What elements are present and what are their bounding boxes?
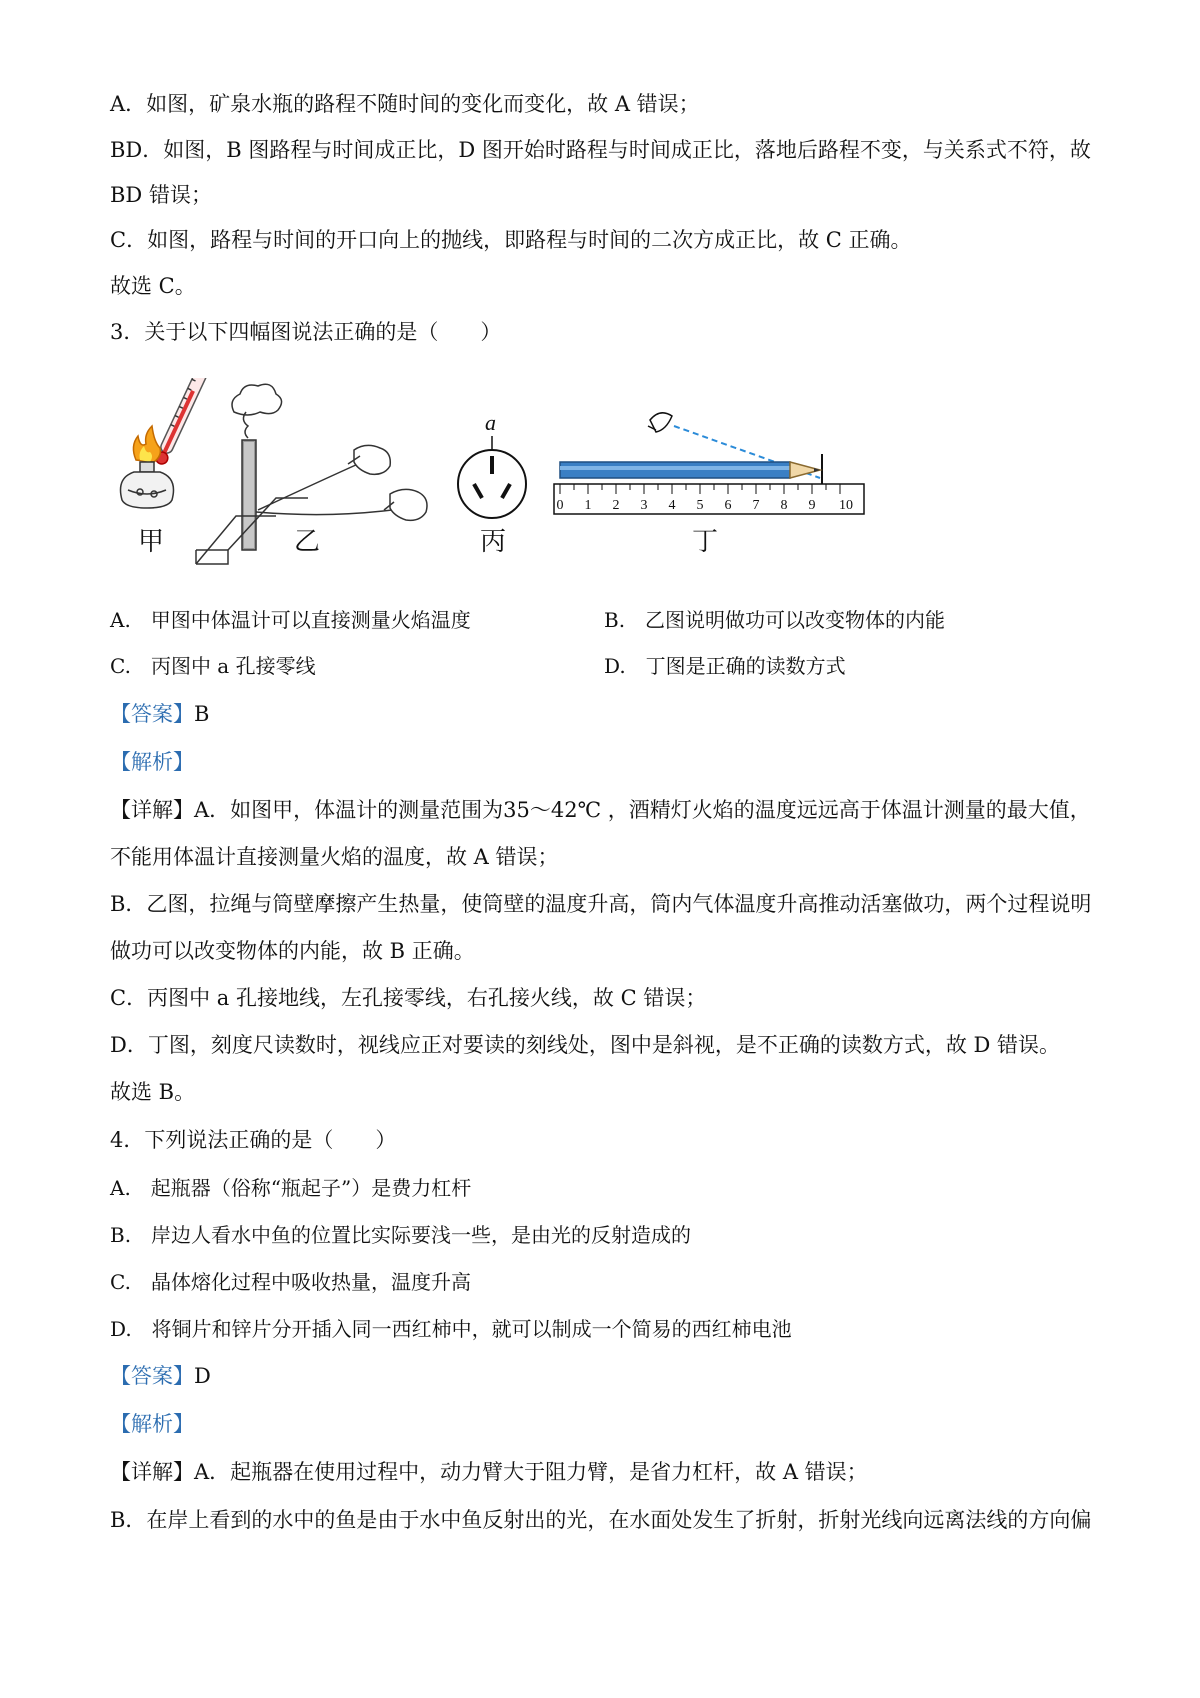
label-ding: 丁	[692, 527, 719, 556]
ruler-tick-1: 1	[584, 498, 592, 513]
prev-solution-bd-2: BD 错误；	[110, 183, 212, 207]
q3-figure	[108, 378, 958, 593]
q3-detail-tag: 【详解】	[110, 798, 194, 822]
q4-answer-value: D	[194, 1364, 211, 1388]
q4-detail-a	[110, 1458, 868, 1486]
ruler-tick-2: 2	[612, 498, 620, 513]
label-yi: 乙	[294, 527, 321, 556]
ruler-tick-8: 8	[780, 498, 788, 513]
q3-option-c: C. 丙图中 a 孔接零线	[110, 654, 316, 678]
q4-detail-tag: 【详解】	[110, 1460, 194, 1484]
ruler-tick-6: 6	[724, 498, 732, 513]
prev-solution-bd-1: BD．如图，B 图路程与时间成正比，D 图开始时路程与时间成正比，落地后路程不变，与关系式不符，故	[110, 138, 1091, 162]
q3-analysis-tag: 【解析】	[110, 750, 194, 774]
label-jia: 甲	[138, 527, 165, 556]
q4-analysis-tag: 【解析】	[110, 1412, 194, 1436]
prev-solution-c: C．如图，路程与时间的开口向上的抛线，即路程与时间的二次方成正比，故 C 正确。	[110, 228, 912, 252]
q4-detail-b: B．在岸上看到的水中的鱼是由于水中鱼反射出的光，在水面处发生了折射，折射光线向远离法线的方向偏	[110, 1508, 1092, 1532]
label-a: a	[485, 410, 496, 435]
q4-answer	[110, 1362, 211, 1390]
q4-stem: 4．下列说法正确的是（ ）	[110, 1128, 397, 1152]
q3-stem: 3．关于以下四幅图说法正确的是（ ）	[110, 320, 502, 344]
q3-answer-tag: 【答案】	[110, 702, 194, 726]
q4-option-a: A. 起瓶器（俗称“瓶起子”）是费力杠杆	[110, 1176, 472, 1200]
q3-detail-d: D．丁图，刻度尺读数时，视线应正对要读的刻线处，图中是斜视，是不正确的读数方式，故 D 错误。	[110, 1033, 1061, 1057]
q3-choose: 故选 B。	[110, 1080, 196, 1104]
prev-solution-a: A．如图，矿泉水瓶的路程不随时间的变化而变化，故 A 错误；	[110, 92, 700, 116]
ruler-tick-9: 9	[808, 498, 816, 513]
q4-answer-tag: 【答案】	[110, 1364, 194, 1388]
ruler-tick-4: 4	[668, 498, 676, 513]
label-bing: 丙	[480, 527, 507, 556]
three-pin-socket	[458, 436, 526, 518]
ruler-tick-0: 0	[556, 498, 564, 513]
q4-option-b: B. 岸边人看水中鱼的位置比实际要浅一些，是由光的反射造成的	[110, 1223, 692, 1247]
prev-choose: 故选 C。	[110, 274, 196, 298]
ruler-tick-5: 5	[696, 498, 704, 513]
q3-detail-b-2: 做功可以改变物体的内能，故 B 正确。	[110, 939, 475, 963]
q3-detail-a-1	[110, 796, 1091, 824]
q3-answer	[110, 700, 209, 728]
q4-option-c: C. 晶体熔化过程中吸收热量，温度升高	[110, 1270, 471, 1294]
q3-detail-c: C．丙图中 a 孔接地线，左孔接零线，右孔接火线，故 C 错误；	[110, 986, 707, 1010]
q4-option-d: D. 将铜片和锌片分开插入同一西红柿中，就可以制成一个简易的西红柿电池	[110, 1317, 792, 1341]
q3-answer-value: B	[194, 702, 210, 726]
ruler-tick-10: 10	[839, 498, 853, 513]
ruler-and-pencil	[554, 413, 864, 514]
ruler-tick-3: 3	[640, 498, 648, 513]
ruler-tick-7: 7	[752, 498, 760, 513]
q3-option-a: A. 甲图中体温计可以直接测量火焰温度	[110, 608, 471, 632]
q3-detail-b-1: B．乙图，拉绳与筒壁摩擦产生热量，使筒壁的温度升高，筒内气体温度升高推动活塞做功，两个过程说明	[110, 892, 1092, 916]
q3-option-d: D. 丁图是正确的读数方式	[604, 654, 846, 678]
q4-detail-a-text: A．起瓶器在使用过程中，动力臂大于阻力臂，是省力杠杆，故 A 错误；	[194, 1460, 868, 1484]
q3-detail-a-2: 不能用体温计直接测量火焰的温度，故 A 错误；	[110, 845, 559, 869]
q3-detail-a-1-text: A．如图甲，体温计的测量范围为35～42℃ ，酒精灯火焰的温度远远高于体温计测量的最大值，	[194, 798, 1091, 822]
thermometer-and-lamp	[121, 378, 213, 508]
q3-option-b: B. 乙图说明做功可以改变物体的内能	[604, 608, 946, 632]
